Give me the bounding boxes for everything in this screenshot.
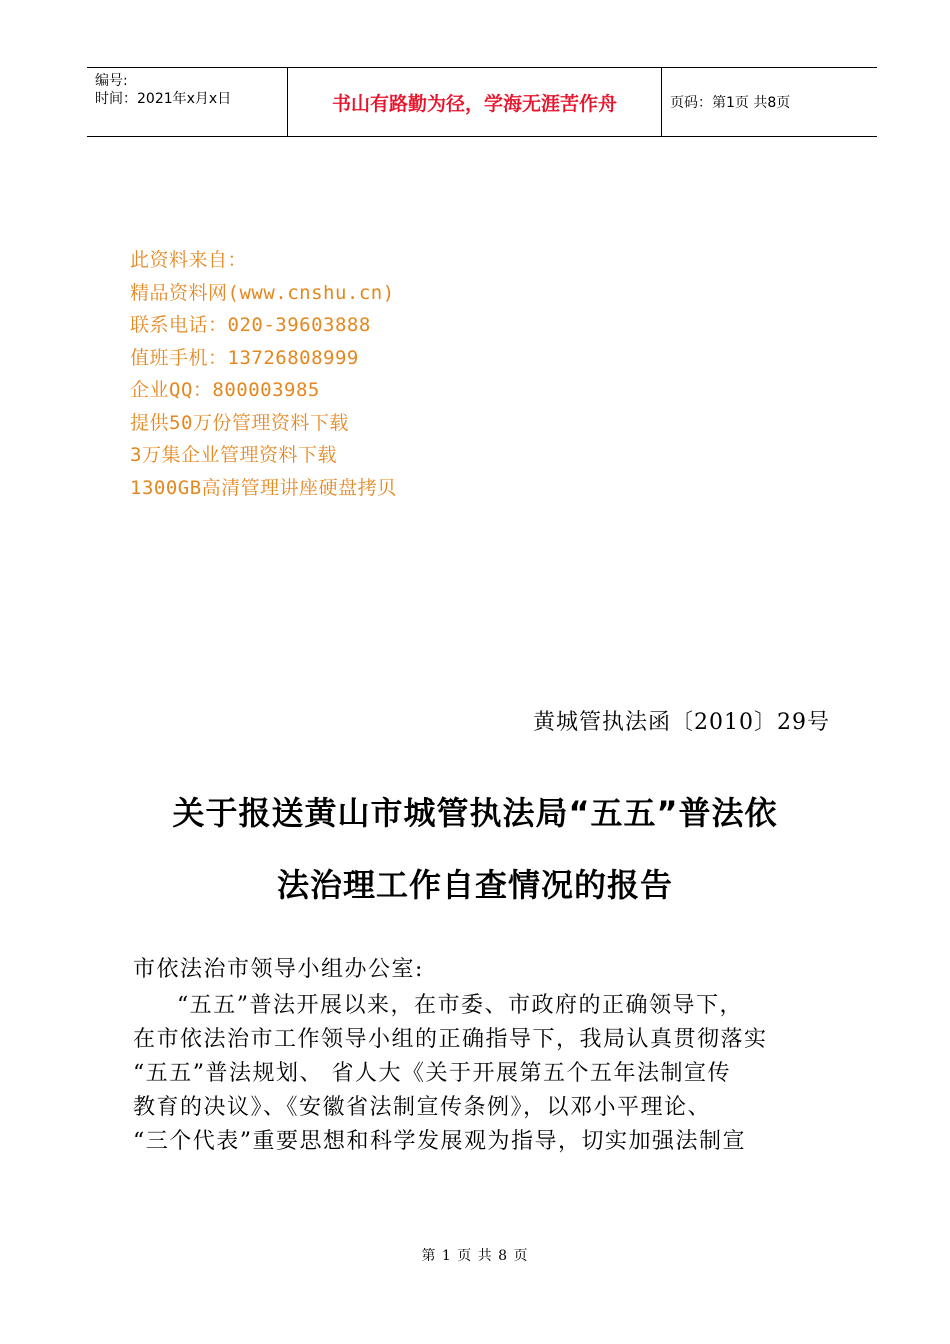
source-mobile: 值班手机：13726808999 — [130, 346, 359, 369]
page-footer: 第 1 页 共 8 页 — [421, 1248, 529, 1264]
source-info-block — [130, 244, 397, 504]
header-page-label: 页码：第1页 共8页 — [670, 95, 791, 111]
document-title-line-2: 法治理工作自查情况的报告 — [276, 866, 673, 904]
source-website: 精品资料网(www.cnshu.cn) — [130, 281, 395, 304]
source-line: 1300GB高清管理讲座硬盘拷贝 — [130, 476, 397, 499]
body-line: 在市依法治市工作领导小组的正确指导下，我局认真贯彻落实 — [133, 1027, 768, 1052]
addressee: 市依法治市领导小组办公室: — [133, 957, 424, 982]
body-line: “五五”普法规划、 省人大《关于开展第五个五年法制宣传 — [133, 1061, 731, 1086]
source-phone: 联系电话：020-39603888 — [130, 314, 371, 336]
body-line: “五五”普法开展以来，在市委、市政府的正确领导下， — [177, 993, 743, 1018]
source-qq: 企业QQ：800003985 — [130, 379, 320, 401]
header-meta — [87, 68, 288, 136]
page-header — [87, 67, 877, 137]
document-number: 黄城管执法函〔2010〕29号 — [533, 710, 830, 735]
body-line: “三个代表”重要思想和科学发展观为指导，切实加强法制宣 — [133, 1129, 746, 1154]
header-time-label: 时间：2021年x月x日 — [95, 91, 232, 107]
source-line: 此资料来自： — [130, 249, 248, 271]
document-title-line-1: 关于报送黄山市城管执法局“五五”普法依 — [172, 794, 778, 832]
header-motto: 书山有路勤为径，学海无涯苦作舟 — [288, 68, 662, 136]
source-line: 3万集企业管理资料下载 — [130, 444, 337, 466]
body-line: 教育的决议》、《安徽省法制宣传条例》，以邓小平理论、 — [133, 1095, 712, 1120]
header-number-label: 编号: — [95, 73, 128, 89]
source-line: 提供50万份管理资料下载 — [130, 411, 349, 434]
